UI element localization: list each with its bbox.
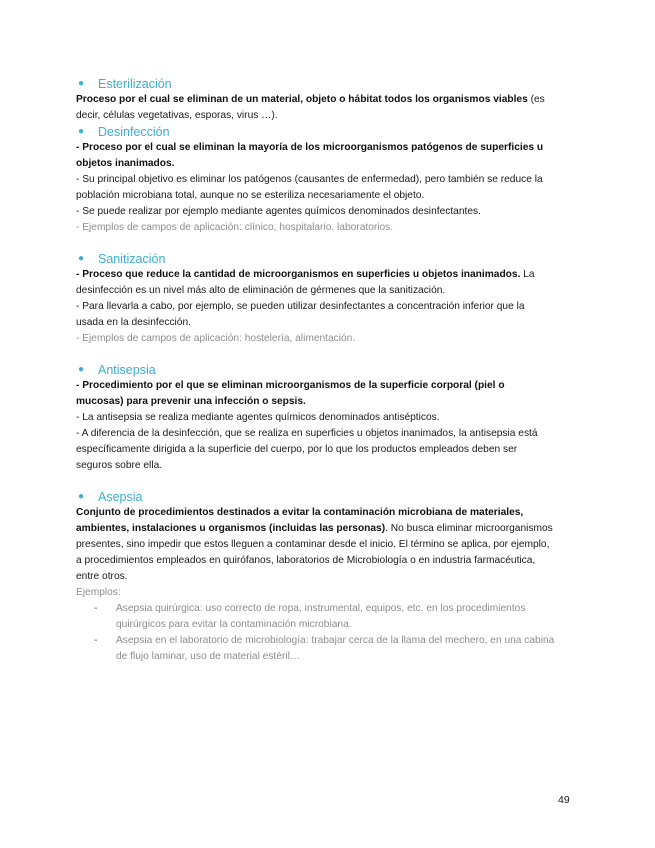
body-line <box>76 521 581 537</box>
bullet-icon: ● <box>78 253 85 264</box>
body-text: (es <box>527 94 545 105</box>
example-text: de flujo laminar, uso de material estéril… <box>116 651 301 662</box>
example-text: - Ejemplos de campos de aplicación: hostelería, alimentación. <box>76 333 356 344</box>
section-heading <box>76 76 581 92</box>
body-line <box>76 553 581 569</box>
body-line <box>76 331 581 347</box>
body-line <box>76 299 581 315</box>
body-text: - Se puede realizar por ejemplo mediante agentes químicos denominados desinfectantes. <box>76 206 481 217</box>
body-text: específicamente dirigida a la superficie del cuerpo, por lo que los productos empleados deben ser <box>76 444 518 455</box>
bold-text: Conjunto de procedimientos destinados a evitar la contaminación microbiana de materiales, <box>76 507 524 518</box>
body-text: - Para llevarla a cabo, por ejemplo, se pueden utilizar desinfectantes a concentración inferior que la <box>76 301 525 312</box>
bold-text: mucosas) para prevenir una infección o sepsis. <box>76 396 306 407</box>
example-text: Asepsia quirúrgica: uso correcto de ropa, instrumental, equipos, etc. en los procedimientos <box>116 603 526 614</box>
body-line <box>76 458 581 474</box>
body-line <box>76 140 581 156</box>
body-line <box>76 283 581 299</box>
body-text: entre otros. <box>76 571 128 582</box>
bullet-icon: ● <box>78 78 85 89</box>
section-spacer <box>76 474 581 489</box>
bold-text: - Procedimiento por el que se eliminan microorganismos de la superficie corporal (piel o <box>76 380 505 391</box>
document-page <box>76 76 581 665</box>
section-heading-text: Asepsia <box>98 490 143 504</box>
body-text: La <box>520 269 535 280</box>
page-number: 49 <box>558 794 570 806</box>
body-line <box>76 315 581 331</box>
bold-text: Proceso por el cual se eliminan de un material, objeto o hábitat todos los organismos viables <box>76 94 528 105</box>
section-3 <box>76 362 581 474</box>
body-line <box>76 267 581 283</box>
bullet-icon: ● <box>78 364 85 375</box>
body-text: población microbiana total, aunque no se esteriliza necesariamente el objeto. <box>76 190 425 201</box>
body-line <box>76 394 581 410</box>
section-heading-text: Esterilización <box>98 77 172 91</box>
section-heading-text: Antisepsia <box>98 363 156 377</box>
example-text: - Ejemplos de campos de aplicación: clínico, hospitalario, laboratorios. <box>76 222 394 233</box>
section-4 <box>76 489 581 665</box>
section-heading <box>76 489 581 505</box>
example-text: Ejemplos: <box>76 587 121 598</box>
body-text: desinfección es un nivel más alto de eliminación de gérmenes que la sanitización. <box>76 285 446 296</box>
body-line <box>76 92 581 108</box>
list-item <box>76 617 581 633</box>
body-line <box>76 156 581 172</box>
section-heading <box>76 362 581 378</box>
body-text: decir, células vegetativas, esporas, virus …). <box>76 110 278 121</box>
body-line <box>76 188 581 204</box>
bold-text: - Proceso que reduce la cantidad de microorganismos en superficies u objetos inanimados. <box>76 269 521 280</box>
dash-marker: - <box>94 603 98 614</box>
body-text: - Su principal objetivo es eliminar los patógenos (causantes de enfermedad), pero también se reduce la <box>76 174 543 185</box>
body-line <box>76 569 581 585</box>
body-line <box>76 410 581 426</box>
body-text: presentes, sino impedir que estos lleguen a contaminar desde el inicio. El término se aplica, por ejemplo, <box>76 539 550 550</box>
body-text: . No busca eliminar microorganismos <box>385 523 553 534</box>
bold-text: ambientes, instalaciones u organismos (incluidas las personas) <box>76 523 386 534</box>
example-text: Asepsia en el laboratorio de microbiología: trabajar cerca de la llama del mechero, en una cabina <box>116 635 555 646</box>
bullet-icon: ● <box>78 491 85 502</box>
section-spacer <box>76 236 581 251</box>
body-text: - A diferencia de la desinfección, que se realiza en superficies u objetos inanimados, la antisepsia está <box>76 428 538 439</box>
body-text: - La antisepsia se realiza mediante agentes químicos denominados antisépticos. <box>76 412 440 423</box>
body-line <box>76 537 581 553</box>
body-line <box>76 220 581 236</box>
examples-list <box>76 601 581 665</box>
list-item <box>76 601 581 617</box>
section-1 <box>76 124 581 236</box>
body-line <box>76 426 581 442</box>
section-heading <box>76 251 581 267</box>
section-0 <box>76 76 581 124</box>
body-line <box>76 505 581 521</box>
bold-text: - Proceso por el cual se eliminan la mayoría de los microorganismos patógenos de superficies u <box>76 142 544 153</box>
body-text: a procedimientos empleados en quirófanos, laboratorios de Microbiología o en industria farmacéutica, <box>76 555 536 566</box>
section-2 <box>76 251 581 347</box>
body-line <box>76 108 581 124</box>
body-line <box>76 378 581 394</box>
example-text: quirúrgicos para evitar la contaminación microbiana. <box>116 619 352 630</box>
section-spacer <box>76 347 581 362</box>
dash-marker: - <box>94 635 98 646</box>
list-item <box>76 649 581 665</box>
section-heading <box>76 124 581 140</box>
body-line <box>76 585 581 601</box>
body-text: seguros sobre ella. <box>76 460 163 471</box>
bullet-icon: ● <box>78 126 85 137</box>
list-item <box>76 633 581 649</box>
section-heading-text: Desinfección <box>98 125 170 139</box>
body-line <box>76 204 581 220</box>
body-text: usada en la desinfección. <box>76 317 191 328</box>
bold-text: objetos inanimados. <box>76 158 175 169</box>
body-line <box>76 172 581 188</box>
section-heading-text: Sanitización <box>98 252 166 266</box>
body-line <box>76 442 581 458</box>
